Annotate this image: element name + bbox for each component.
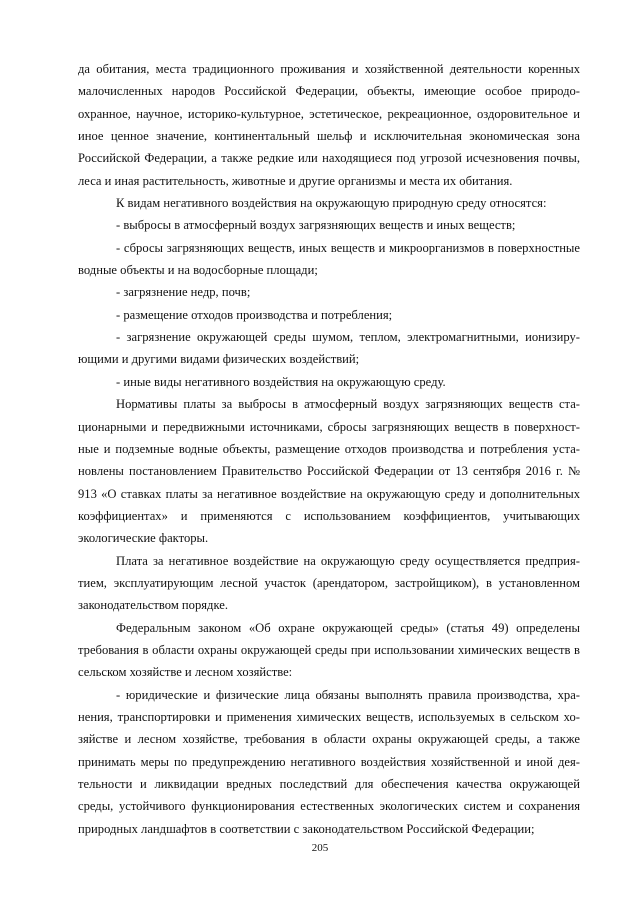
list-item: - загрязнение недр, почв;: [116, 285, 251, 300]
text-body: [78, 58, 580, 840]
paragraph: Федеральным законом «Об охране окружающей среды» (статья 49) определены требования в области охраны окружающей среды при использовании химических веществ в сельском хозяйстве и лесном хозяйстве:: [78, 620, 580, 680]
list-item: - загрязнение окружающей среды шумом, теплом, электромагнитными, ионизирующими и другими видами физических воздействий;: [78, 330, 580, 367]
page-number: 205: [311, 842, 329, 854]
paragraph: Нормативы платы за выбросы в атмосферный воздух загрязняющих веществ стационарными и передвижными источниками, сбросы загрязняющих веществ в поверхностные и подземные водные объекты, размещение отходов производства и потребления установлены постановлением Правительство Российской Федерации от 13 сентября 2016 г. № 913 «О ставках платы за негативное воздействие на окружающую среду и дополнительных коэффициентах» и применяются с использованием коэффициентов, учитывающих экологические факторы.: [78, 397, 580, 546]
list-item: - сбросы загрязняющих веществ, иных веществ и микроорганизмов в поверхностные водные объекты и на водосборные площади;: [78, 240, 580, 278]
list-item: - иные виды негативного воздействия на окружающую среду.: [116, 374, 446, 389]
list-item: - юридические и физические лица обязаны выполнять правила производства, хранения, транспортировки и применения химических веществ, используемых в сельском хозяйстве и лесном хозяйстве, требования в области охраны окружающей среды, а также принимать меры по предупреждению негативного воздействия хозяйственной и иной деятельности и ликвидации вредных последствий для обеспечения качества окружающей среды, устойчивого функционирования естественных экологических систем и сохранения природных ландшафтов в соответствии с законодательством Российской Федерации;: [78, 687, 580, 836]
paragraph: К видам негативного воздействия на окружающую природную среду относятся:: [116, 196, 547, 211]
paragraph: да обитания, места традиционного проживания и хозяйственной деятельности коренных малочисленных народов Российской Федерации, объекты, имеющие особое природоохранное, научное, историко-культурное, эстетическое, рекреационное, оздоровительное и иное ценное значение, континентальный шельф и исключительная экономическая зона Российской Федерации, а также редкие или находящиеся под угрозой исчезновения почвы, леса и иная растительность, животные и другие организмы и места их обитания.: [78, 62, 580, 188]
paragraph: Плата за негативное воздействие на окружающую среду осуществляется предприятием, эксплуатирующим лесной участок (арендатором, застройщиком), в установленном законодательством порядке.: [78, 553, 580, 613]
list-item: - выбросы в атмосферный воздух загрязняющих веществ и иных веществ;: [116, 218, 516, 233]
list-item: - размещение отходов производства и потребления;: [116, 307, 393, 322]
